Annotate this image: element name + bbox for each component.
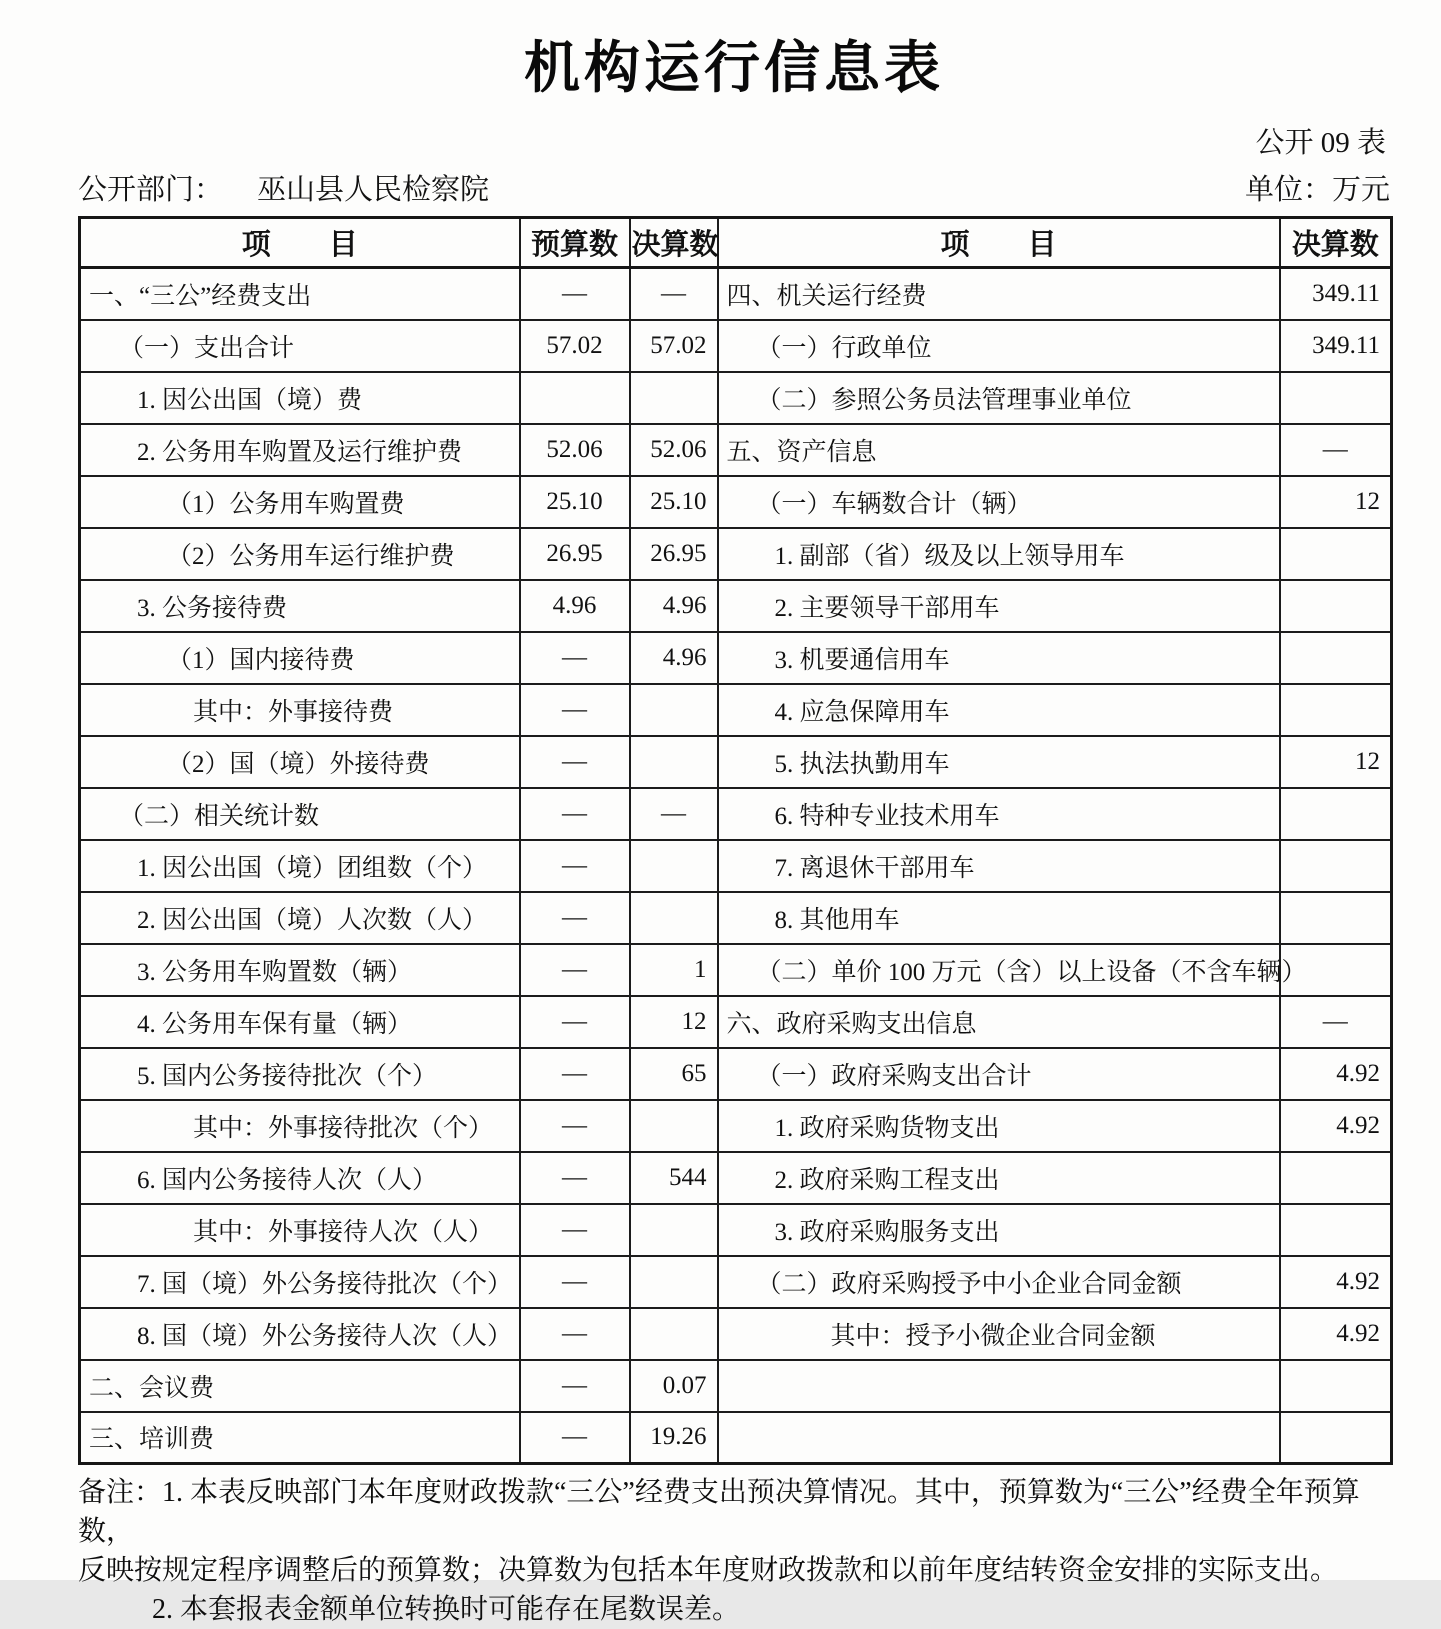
final-cell-right [1280, 840, 1392, 892]
final-cell-left: 57.02 [630, 320, 718, 372]
table-row [80, 1048, 1392, 1100]
final-cell-right: 12 [1280, 736, 1392, 788]
final-cell-left: 0.07 [630, 1360, 718, 1412]
header-item-right: 项 目 [718, 218, 1280, 268]
item-cell-right: 8. 其他用车 [718, 892, 1280, 944]
budget-cell: — [520, 736, 630, 788]
final-cell-right: 4.92 [1280, 1256, 1392, 1308]
budget-cell: — [520, 684, 630, 736]
table-row [80, 944, 1392, 996]
final-cell-right [1280, 1204, 1392, 1256]
final-cell-left: 544 [630, 1152, 718, 1204]
item-cell-left: 6. 国内公务接待人次（人） [80, 1152, 520, 1204]
table-row [80, 840, 1392, 892]
note-line: 反映按规定程序调整后的预算数；决算数为包括本年度财政拨款和以前年度结转资金安排的实际支出。 [78, 1555, 1339, 1586]
item-cell-left: 3. 公务接待费 [80, 580, 520, 632]
item-cell-right: 2. 主要领导干部用车 [718, 580, 1280, 632]
budget-cell: — [520, 1360, 630, 1412]
notes-block [78, 1473, 1408, 1629]
final-cell-left: 1 [630, 944, 718, 996]
budget-cell: — [520, 1152, 630, 1204]
budget-cell: — [520, 1412, 630, 1464]
table-row [80, 268, 1392, 320]
department-value: 巫山县人民检察院 [257, 174, 490, 206]
final-cell-left [630, 1100, 718, 1152]
table-row [80, 1256, 1392, 1308]
header-budget: 预算数 [520, 218, 630, 268]
item-cell-right [718, 1360, 1280, 1412]
final-cell-left: 19.26 [630, 1412, 718, 1464]
item-cell-left: 7. 国（境）外公务接待批次（个） [80, 1256, 520, 1308]
item-cell-right: （二）单价 100 万元（含）以上设备（不含车辆） [718, 944, 1280, 996]
budget-cell: — [520, 840, 630, 892]
budget-cell: 4.96 [520, 580, 630, 632]
budget-cell: — [520, 1048, 630, 1100]
final-cell-right: 4.92 [1280, 1308, 1392, 1360]
item-cell-left: （二）相关统计数 [80, 788, 520, 840]
budget-cell [520, 372, 630, 424]
budget-cell: — [520, 892, 630, 944]
table-row [80, 996, 1392, 1048]
final-cell-left: 52.06 [630, 424, 718, 476]
final-cell-right: 349.11 [1280, 268, 1392, 320]
item-cell-right: （一）政府采购支出合计 [718, 1048, 1280, 1100]
header-final-left: 决算数 [630, 218, 718, 268]
final-cell-right [1280, 1412, 1392, 1464]
item-cell-right: 4. 应急保障用车 [718, 684, 1280, 736]
final-cell-right [1280, 684, 1392, 736]
note-line: 2. 本套报表金额单位转换时可能存在尾数误差。 [152, 1594, 741, 1625]
table-row [80, 1360, 1392, 1412]
final-cell-right [1280, 892, 1392, 944]
item-cell-right: 六、政府采购支出信息 [718, 996, 1280, 1048]
final-cell-right: 4.92 [1280, 1048, 1392, 1100]
final-cell-left [630, 736, 718, 788]
item-cell-left: 5. 国内公务接待批次（个） [80, 1048, 520, 1100]
item-cell-right: 1. 政府采购货物支出 [718, 1100, 1280, 1152]
budget-cell: — [520, 996, 630, 1048]
item-cell-right: 2. 政府采购工程支出 [718, 1152, 1280, 1204]
final-cell-left: 12 [630, 996, 718, 1048]
item-cell-left: 其中：外事接待批次（个） [80, 1100, 520, 1152]
final-cell-right: 349.11 [1280, 320, 1392, 372]
final-cell-left: 25.10 [630, 476, 718, 528]
info-table [78, 216, 1393, 1465]
meta-row [78, 167, 1390, 208]
item-cell-left: 2. 因公出国（境）人次数（人） [80, 892, 520, 944]
item-cell-right: 其中：授予小微企业合同金额 [718, 1308, 1280, 1360]
item-cell-right: 1. 副部（省）级及以上领导用车 [718, 528, 1280, 580]
table-row [80, 476, 1392, 528]
header-row [80, 218, 1392, 268]
final-cell-right [1280, 788, 1392, 840]
budget-cell: 52.06 [520, 424, 630, 476]
item-cell-right: 6. 特种专业技术用车 [718, 788, 1280, 840]
table-row [80, 528, 1392, 580]
item-cell-left: 1. 因公出国（境）团组数（个） [80, 840, 520, 892]
department-line [78, 167, 489, 208]
table-row [80, 580, 1392, 632]
final-cell-left: 4.96 [630, 580, 718, 632]
item-cell-left: 二、会议费 [80, 1360, 520, 1412]
item-cell-left: 4. 公务用车保有量（辆） [80, 996, 520, 1048]
final-cell-left [630, 372, 718, 424]
item-cell-left: （2）国（境）外接待费 [80, 736, 520, 788]
budget-cell: — [520, 1204, 630, 1256]
budget-cell: — [520, 632, 630, 684]
final-cell-left [630, 840, 718, 892]
budget-cell: 26.95 [520, 528, 630, 580]
item-cell-right: 7. 离退休干部用车 [718, 840, 1280, 892]
item-cell-left: 其中：外事接待费 [80, 684, 520, 736]
final-cell-left: — [630, 268, 718, 320]
table-row [80, 892, 1392, 944]
note-line: 备注：1. 本表反映部门本年度财政拨款“三公”经费支出预决算情况。其中，预算数为“三公”经费全年预算数， [78, 1477, 1360, 1547]
page-title: 机构运行信息表 [524, 38, 944, 100]
table-header [80, 218, 1392, 268]
item-cell-left: 三、培训费 [80, 1412, 520, 1464]
item-cell-right: 5. 执法执勤用车 [718, 736, 1280, 788]
item-cell-left: 一、“三公”经费支出 [80, 268, 520, 320]
table-row [80, 372, 1392, 424]
item-cell-right: 3. 政府采购服务支出 [718, 1204, 1280, 1256]
final-cell-left [630, 1204, 718, 1256]
unit-label: 单位：万元 [1244, 174, 1390, 206]
item-cell-left: （2）公务用车运行维护费 [80, 528, 520, 580]
budget-cell: — [520, 788, 630, 840]
item-cell-right: （二）参照公务员法管理事业单位 [718, 372, 1280, 424]
final-cell-left: — [630, 788, 718, 840]
final-cell-right: — [1280, 424, 1392, 476]
final-cell-right: — [1280, 996, 1392, 1048]
table-body [80, 268, 1392, 1464]
header-item-left: 项 目 [80, 218, 520, 268]
budget-cell: — [520, 944, 630, 996]
table-row [80, 424, 1392, 476]
final-cell-right [1280, 632, 1392, 684]
item-cell-left: （一）支出合计 [80, 320, 520, 372]
item-cell-left: 1. 因公出国（境）费 [80, 372, 520, 424]
item-cell-right: 3. 机要通信用车 [718, 632, 1280, 684]
header-final-right: 决算数 [1280, 218, 1392, 268]
final-cell-right [1280, 1360, 1392, 1412]
budget-cell: — [520, 268, 630, 320]
table-row [80, 736, 1392, 788]
item-cell-left: （1）国内接待费 [80, 632, 520, 684]
final-cell-right: 4.92 [1280, 1100, 1392, 1152]
item-cell-right: 四、机关运行经费 [718, 268, 1280, 320]
department-label: 公开部门： [78, 174, 224, 206]
table-row [80, 1152, 1392, 1204]
final-cell-right [1280, 580, 1392, 632]
table-row [80, 788, 1392, 840]
final-cell-left [630, 684, 718, 736]
table-row [80, 1100, 1392, 1152]
final-cell-left [630, 1308, 718, 1360]
item-cell-left: 2. 公务用车购置及运行维护费 [80, 424, 520, 476]
item-cell-left: （1）公务用车购置费 [80, 476, 520, 528]
table-row [80, 1308, 1392, 1360]
form-number: 公开 09 表 [1255, 127, 1386, 159]
table-row [80, 684, 1392, 736]
budget-cell: — [520, 1308, 630, 1360]
table-row [80, 1412, 1392, 1464]
budget-cell: — [520, 1100, 630, 1152]
item-cell-right: （一）车辆数合计（辆） [718, 476, 1280, 528]
final-cell-right [1280, 1152, 1392, 1204]
table-row [80, 320, 1392, 372]
item-cell-right: 五、资产信息 [718, 424, 1280, 476]
final-cell-right [1280, 372, 1392, 424]
final-cell-left: 26.95 [630, 528, 718, 580]
item-cell-left: 3. 公务用车购置数（辆） [80, 944, 520, 996]
final-cell-left [630, 1256, 718, 1308]
item-cell-right [718, 1412, 1280, 1464]
budget-cell: 25.10 [520, 476, 630, 528]
item-cell-right: （二）政府采购授予中小企业合同金额 [718, 1256, 1280, 1308]
final-cell-left: 65 [630, 1048, 718, 1100]
budget-cell: — [520, 1256, 630, 1308]
final-cell-right: 12 [1280, 476, 1392, 528]
final-cell-left [630, 892, 718, 944]
table-row [80, 1204, 1392, 1256]
item-cell-left: 8. 国（境）外公务接待人次（人） [80, 1308, 520, 1360]
table-row [80, 632, 1392, 684]
item-cell-right: （一）行政单位 [718, 320, 1280, 372]
item-cell-left: 其中：外事接待人次（人） [80, 1204, 520, 1256]
final-cell-right [1280, 528, 1392, 580]
budget-cell: 57.02 [520, 320, 630, 372]
final-cell-left: 4.96 [630, 632, 718, 684]
